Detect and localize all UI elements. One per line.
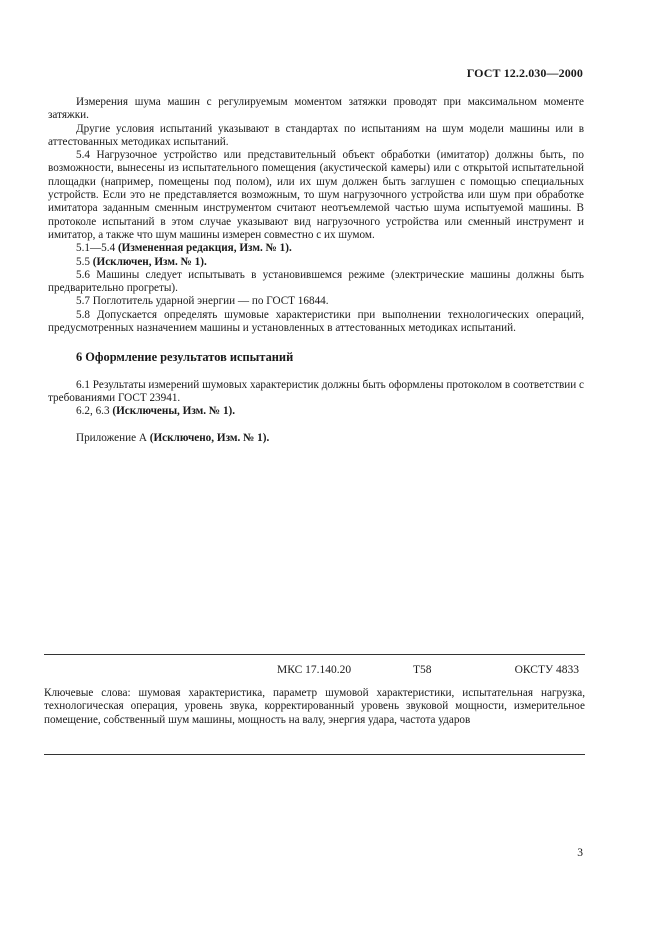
body-text [48, 96, 584, 445]
paragraph-amendment [48, 242, 584, 255]
amendment-note: (Исключено, Изм. № 1). [149, 431, 270, 444]
paragraph-6-1: 6.1 Результаты измерений шумовых характеристик должны быть оформлены протоколом в соответствии с требованиями ГОСТ 23941. [48, 378, 584, 404]
appendix-label: Приложение А [76, 431, 150, 444]
classification-row [44, 664, 585, 680]
okstu-code: ОКСТУ 4833 [514, 664, 579, 676]
paragraph-5-7: 5.7 Поглотитель ударной энергии — по ГОСТ 16844. [76, 295, 329, 308]
page-number: 3 [577, 847, 583, 859]
clause-ref: 5.5 [76, 255, 93, 268]
spacer [48, 419, 584, 432]
clause-ref: 6.2, 6.3 [76, 405, 113, 418]
appendix-note [48, 432, 584, 445]
divider-bottom [44, 754, 585, 755]
mks-code: МКС 17.140.20 [277, 664, 352, 676]
amendment-note: (Исключен, Изм. № 1). [92, 255, 207, 268]
paragraph-5-6: 5.6 Машины следует испытывать в установившемся режиме (электрические машины должны быть предварительно прогреты). [48, 268, 584, 295]
paragraph: Измерения шума машин с регулируемым моментом затяжки проводят при максимальном моменте затяжки. [48, 96, 584, 122]
standard-code: ГОСТ 12.2.030—2000 [466, 66, 583, 80]
paragraph-6-2-6-3 [48, 405, 584, 418]
amendment-note: (Исключены, Изм. № 1). [112, 405, 236, 418]
t-code: Т58 [413, 664, 432, 676]
paragraph: Другие условия испытаний указывают в стандартах по испытаниям на шум модели машины или в аттестованных методиках испытаний. [48, 122, 584, 148]
keywords: Ключевые слова: шумовая характеристика, параметр шумовой характеристики, испытательная нагрузка, технологическая операция, уровень звука, корректированный уровень звуковой мощности, измерительное помещение, собственный шум машины, мощность на валу, энергия удара, частота ударов [44, 687, 585, 726]
paragraph-5-8: 5.8 Допускается определять шумовые характеристики при выполнении технологических операций, предусмотренных назначением машины и установленных в аттестованных методиках испытаний. [48, 308, 584, 335]
paragraph-5-4: 5.4 Нагрузочное устройство или представительный объект обработки (имитатор) должны быть, по возможности, вынесены из испытательного помещения (акустической камеры) или с открытой испытательной площадки (например, помещены под полом), или их шум должен быть заглушен с помощью специальных устройств. Если это не представляется возможным, то шум нагрузочного устройства или шум при обработке имитатора заданным сменным инструментом считают неотъемлемой частью шума испытуемой машины. В протоколе испытаний в этом случае указывают вид нагрузочного устройства или сменный инструмент и имитатор, а также что шум машины измерен совместно с их шумом. [48, 149, 584, 241]
divider-top [44, 654, 585, 655]
clause-ref: 5.1—5.4 [76, 242, 118, 255]
paragraph-5-5 [48, 256, 584, 269]
section-title: 6 Оформление результатов испытаний [76, 350, 294, 365]
amendment-note: (Измененная редакция, Изм. № 1). [117, 242, 292, 255]
